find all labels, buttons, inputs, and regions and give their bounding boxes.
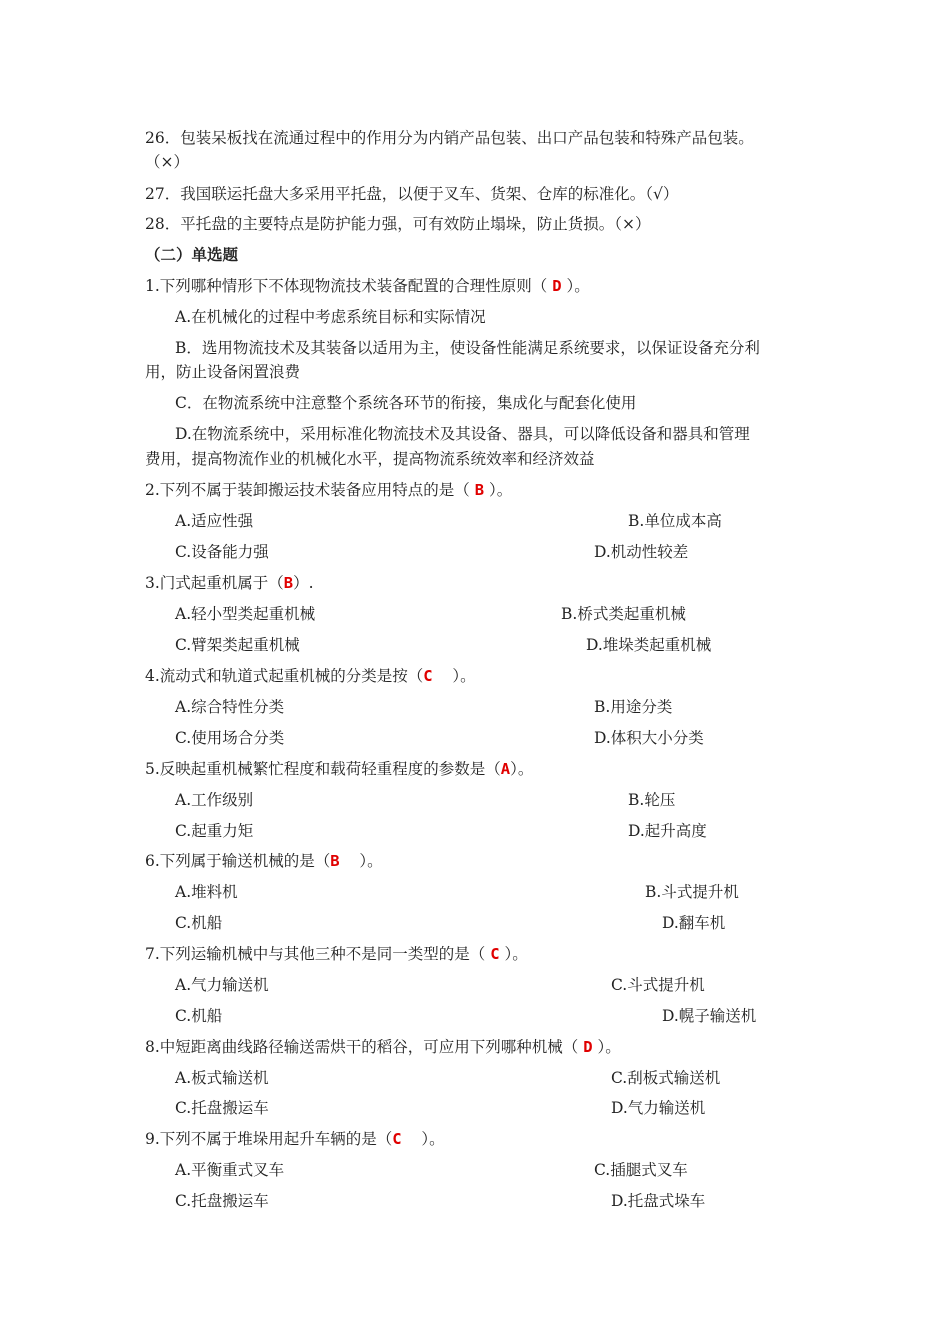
question-3-option-d: D.堆垛类起重机械 xyxy=(586,636,712,654)
question-3-option-c: C.臂架类起重机械 xyxy=(175,636,300,654)
question-1-option-a: A.在机械化的过程中考虑系统目标和实际情况 xyxy=(175,308,486,326)
question-1-stem xyxy=(145,276,590,296)
question-stem-text: 3.门式起重机属于（ xyxy=(145,574,284,592)
judge-item-26-answer: （×） xyxy=(145,153,189,171)
answer-mark: C xyxy=(392,1130,402,1148)
answer-mark: D xyxy=(552,277,562,295)
answer-mark: B xyxy=(330,852,340,870)
question-stem-text: 8.中短距离曲线路径输送需烘干的稻谷，可应用下列哪种机械（ xyxy=(145,1038,584,1056)
question-1-option-b: B．选用物流技术及其装备以适用为主，使设备性能满足系统要求，以保证设备充分利 xyxy=(175,339,760,357)
question-9-option-d: D.托盘式垛车 xyxy=(611,1192,706,1210)
question-5-option-a: A.工作级别 xyxy=(175,791,254,809)
judge-item-26: 26．包装呆板找在流通过程中的作用分为内销产品包装、出口产品包装和特殊产品包装。 xyxy=(145,129,754,147)
question-stem-text: 9.下列不属于堆垛用起升车辆的是（ xyxy=(145,1130,393,1148)
question-2-stem xyxy=(145,480,512,500)
question-stem-text: 6.下列属于输送机械的是（ xyxy=(145,852,331,870)
question-1-option-d: D.在物流系统中，采用标准化物流技术及其设备、器具，可以降低设备和器具和管理 xyxy=(175,425,750,443)
question-1-option-b-cont: 用，防止设备闲置浪费 xyxy=(145,363,301,381)
question-5-option-b: B.轮压 xyxy=(628,791,676,809)
question-9-stem xyxy=(145,1129,445,1149)
question-9-option-a: A.平衡重式叉车 xyxy=(175,1161,285,1179)
question-7-stem xyxy=(145,944,528,964)
question-7-option-c: C.机船 xyxy=(175,1007,223,1025)
question-8-stem xyxy=(145,1037,621,1057)
question-4-stem xyxy=(145,666,476,686)
question-1-option-d-cont: 费用，提高物流作业的机械化水平，提高物流系统效率和经济效益 xyxy=(145,450,595,468)
question-stem-end: ）。 xyxy=(592,1038,621,1056)
judge-item-28: 28．平托盘的主要特点是防护能力强，可有效防止塌垛，防止货损。（×） xyxy=(145,215,651,233)
question-stem-text: 4.流动式和轨道式起重机械的分类是按（ xyxy=(145,667,424,685)
question-4-option-a: A.综合特性分类 xyxy=(175,698,285,716)
question-5-option-d: D.起升高度 xyxy=(628,822,707,840)
question-6-stem xyxy=(145,851,383,871)
question-stem-end: ）。 xyxy=(339,852,383,870)
section-title: （二）单选题 xyxy=(145,245,239,264)
question-8-option-c: C.托盘搬运车 xyxy=(175,1099,269,1117)
question-2-option-d: D.机动性较差 xyxy=(594,543,689,561)
question-8-option-b: C.刮板式输送机 xyxy=(611,1069,721,1087)
answer-mark: A xyxy=(500,760,511,778)
question-5-stem xyxy=(145,759,533,779)
question-stem-end: ）。 xyxy=(401,1130,445,1148)
question-7-option-d: D.幌子输送机 xyxy=(662,1007,757,1025)
question-2-option-a: A.适应性强 xyxy=(175,512,254,530)
question-7-option-a: A.气力输送机 xyxy=(175,976,269,994)
question-1-option-c: C．在物流系统中注意整个系统各环节的衔接，集成化与配套化使用 xyxy=(175,394,637,412)
question-6-option-c: C.机船 xyxy=(175,914,223,932)
answer-mark: B xyxy=(283,574,294,592)
question-8-option-d: D.气力输送机 xyxy=(611,1099,706,1117)
question-3-option-a: A.轻小型类起重机械 xyxy=(175,605,316,623)
answer-mark: D xyxy=(583,1038,593,1056)
question-6-option-d: D.翻车机 xyxy=(662,914,726,932)
question-5-option-c: C.起重力矩 xyxy=(175,822,254,840)
question-stem-end: ）。 xyxy=(499,945,528,963)
question-4-option-c: C.使用场合分类 xyxy=(175,729,285,747)
question-3-stem xyxy=(145,573,314,593)
question-8-option-a: A.板式输送机 xyxy=(175,1069,269,1087)
question-stem-end: ）。 xyxy=(484,481,513,499)
question-3-option-b: B.桥式类起重机械 xyxy=(561,605,686,623)
question-stem-end: ）。 xyxy=(561,277,590,295)
answer-mark: C xyxy=(423,667,433,685)
question-9-option-b: C.插腿式叉车 xyxy=(594,1161,688,1179)
question-stem-end: ）. xyxy=(293,574,314,592)
question-9-option-c: C.托盘搬运车 xyxy=(175,1192,269,1210)
question-6-option-a: A.堆料机 xyxy=(175,883,238,901)
answer-mark: B xyxy=(474,481,485,499)
question-stem-text: 5.反映起重机械繁忙程度和载荷轻重程度的参数是（ xyxy=(145,760,501,778)
judge-item-27: 27．我国联运托盘大多采用平托盘，以便于叉车、货架、仓库的标准化。（√） xyxy=(145,185,679,203)
question-stem-text: 1.下列哪种情形下不体现物流技术装备配置的合理性原则（ xyxy=(145,277,553,295)
answer-mark: C xyxy=(490,945,500,963)
question-4-option-d: D.体积大小分类 xyxy=(594,729,704,747)
question-stem-text: 7.下列运输机械中与其他三种不是同一类型的是（ xyxy=(145,945,491,963)
question-stem-end: ）。 xyxy=(510,760,534,778)
question-2-option-b: B.单位成本高 xyxy=(628,512,722,530)
question-7-option-b: C.斗式提升机 xyxy=(611,976,705,994)
question-4-option-b: B.用途分类 xyxy=(594,698,673,716)
question-stem-end: ）。 xyxy=(432,667,476,685)
question-6-option-b: B.斗式提升机 xyxy=(645,883,739,901)
question-stem-text: 2.下列不属于装卸搬运技术装备应用特点的是（ xyxy=(145,481,475,499)
question-2-option-c: C.设备能力强 xyxy=(175,543,269,561)
